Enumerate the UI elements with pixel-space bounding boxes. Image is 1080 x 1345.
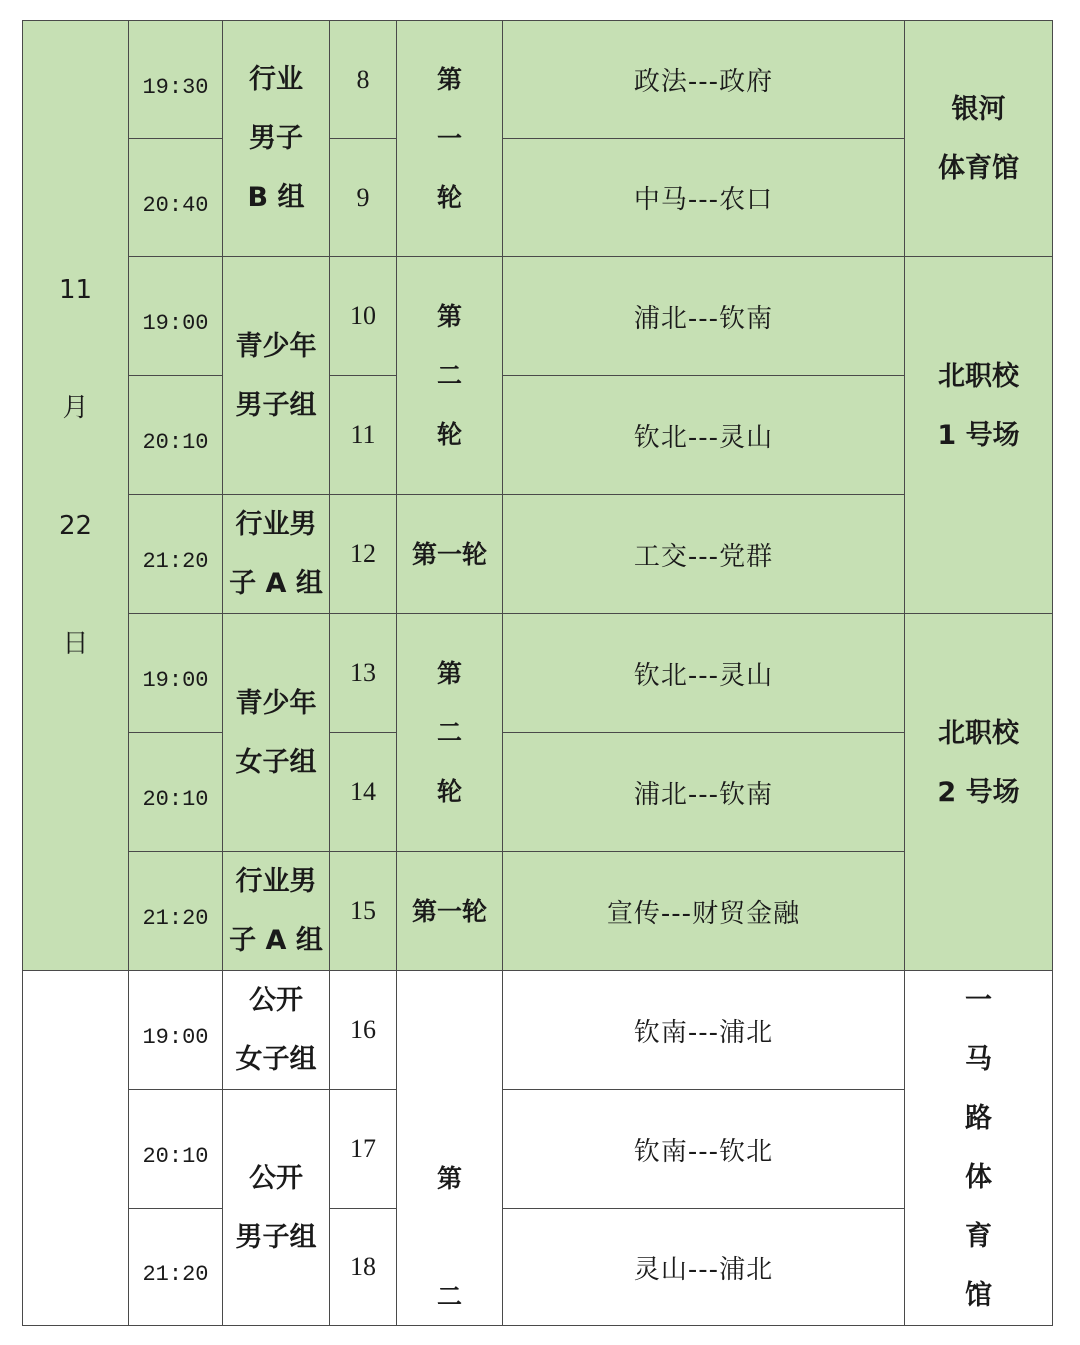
venue-line: 北职校 xyxy=(938,717,1019,749)
time-text: 21:20 xyxy=(142,906,209,931)
group-cell xyxy=(223,257,330,495)
venue-line: 馆 xyxy=(965,1280,992,1311)
group-line: 男子组 xyxy=(235,389,317,421)
match-number: 8 xyxy=(330,21,397,139)
match-teams: 钦南---浦北 xyxy=(503,971,905,1090)
match-number: 10 xyxy=(330,257,397,376)
venue-line: 马 xyxy=(965,1044,992,1075)
group-line: 子 A 组 xyxy=(229,568,323,599)
time-text: 21:20 xyxy=(142,549,209,574)
group-line: 女子组 xyxy=(235,746,317,778)
schedule-table xyxy=(22,20,1053,1326)
schedule-row xyxy=(23,733,1053,852)
time-text: 19:00 xyxy=(142,668,209,693)
time-text: 19:00 xyxy=(142,311,209,336)
group-line: 女子组 xyxy=(235,1044,317,1075)
group-line: 行业 xyxy=(249,64,303,95)
time-cell xyxy=(129,495,223,614)
time-cell xyxy=(129,971,223,1090)
venue-line: 1 号场 xyxy=(937,419,1020,451)
group-cell xyxy=(223,971,330,1090)
venue-line: 体育馆 xyxy=(938,152,1019,184)
time-text: 20:10 xyxy=(142,787,209,812)
time-cell xyxy=(129,1209,223,1326)
time-cell xyxy=(129,733,223,852)
time-cell xyxy=(129,21,223,139)
time-cell xyxy=(129,376,223,495)
time-cell xyxy=(129,852,223,971)
venue-line: 北职校 xyxy=(938,360,1019,392)
time-text: 20:10 xyxy=(142,1144,209,1169)
date-line: 月 xyxy=(62,392,89,423)
match-number: 17 xyxy=(330,1090,397,1209)
round-line: 一 xyxy=(436,124,462,153)
group-line: 青少年 xyxy=(235,330,317,362)
round-cell xyxy=(397,852,503,971)
round-line: 轮 xyxy=(436,420,462,449)
time-text: 19:00 xyxy=(142,1025,209,1050)
match-teams: 浦北---钦南 xyxy=(503,733,905,852)
schedule-row xyxy=(23,1090,1053,1209)
group-line: 行业男 xyxy=(235,509,317,540)
group-cell xyxy=(223,614,330,852)
group-line: 公开 xyxy=(249,1162,303,1194)
date-line: 11 xyxy=(58,274,93,305)
date-line: 日 xyxy=(62,628,89,659)
match-number: 16 xyxy=(330,971,397,1090)
round-cell xyxy=(397,614,503,852)
match-number: 12 xyxy=(330,495,397,614)
time-text: 20:40 xyxy=(142,192,209,218)
match-number: 9 xyxy=(330,139,397,257)
match-number: 14 xyxy=(330,733,397,852)
group-cell xyxy=(223,852,330,971)
round-cell xyxy=(397,257,503,495)
time-text: 20:10 xyxy=(142,430,209,455)
date-cell xyxy=(23,21,129,971)
match-number: 15 xyxy=(330,852,397,971)
round-line: 第 xyxy=(436,65,462,94)
group-line: B 组 xyxy=(247,182,305,213)
schedule-row xyxy=(23,971,1053,1090)
match-teams: 宣传---财贸金融 xyxy=(503,852,905,971)
venue-line: 一 xyxy=(965,985,992,1016)
schedule-row xyxy=(23,614,1053,733)
match-number: 11 xyxy=(330,376,397,495)
match-number: 18 xyxy=(330,1209,397,1326)
venue-line: 育 xyxy=(965,1221,992,1252)
time-cell xyxy=(129,139,223,257)
schedule-row xyxy=(23,257,1053,376)
round-line: 第 xyxy=(436,1164,462,1193)
match-teams: 政法---政府 xyxy=(503,21,905,139)
round-line: 第一轮 xyxy=(411,539,487,569)
schedule-row xyxy=(23,376,1053,495)
time-cell xyxy=(129,614,223,733)
round-line: 二 xyxy=(436,361,462,390)
match-teams: 钦南---钦北 xyxy=(503,1090,905,1209)
match-teams: 钦北---灵山 xyxy=(503,614,905,733)
group-line: 公开 xyxy=(249,985,303,1016)
round-line: 二 xyxy=(436,718,462,747)
schedule-row xyxy=(23,1209,1053,1326)
match-number: 13 xyxy=(330,614,397,733)
schedule-row xyxy=(23,495,1053,614)
round-cell xyxy=(397,495,503,614)
group-cell xyxy=(223,1090,330,1326)
time-text: 21:20 xyxy=(142,1262,209,1287)
group-cell xyxy=(223,21,330,257)
round-line: 第 xyxy=(436,659,462,688)
time-text: 19:30 xyxy=(142,74,209,100)
schedule-row xyxy=(23,21,1053,139)
round-cell xyxy=(397,971,503,1326)
round-line: 轮 xyxy=(436,183,462,212)
venue-cell xyxy=(905,257,1053,614)
round-line: 二 xyxy=(436,1282,462,1311)
venue-cell xyxy=(905,614,1053,971)
group-cell xyxy=(223,495,330,614)
date-cell-empty xyxy=(23,971,129,1326)
round-line: 轮 xyxy=(436,777,462,806)
round-line: 第 xyxy=(436,302,462,331)
date-line: 22 xyxy=(58,510,93,541)
group-line: 男子组 xyxy=(235,1221,317,1253)
venue-line: 银河 xyxy=(951,93,1006,125)
venue-line: 体 xyxy=(965,1162,992,1193)
group-line: 青少年 xyxy=(235,687,317,719)
venue-cell xyxy=(905,21,1053,257)
time-cell xyxy=(129,257,223,376)
match-teams: 灵山---浦北 xyxy=(503,1209,905,1326)
schedule-row xyxy=(23,139,1053,257)
schedule-row xyxy=(23,852,1053,971)
group-line: 男子 xyxy=(249,123,303,154)
round-line: 第一轮 xyxy=(411,896,487,926)
venue-cell xyxy=(905,971,1053,1326)
round-cell xyxy=(397,21,503,257)
group-line: 子 A 组 xyxy=(229,925,323,956)
group-line: 行业男 xyxy=(235,866,317,897)
time-cell xyxy=(129,1090,223,1209)
match-teams: 工交---党群 xyxy=(503,495,905,614)
match-teams: 钦北---灵山 xyxy=(503,376,905,495)
match-teams: 中马---农口 xyxy=(503,139,905,257)
match-teams: 浦北---钦南 xyxy=(503,257,905,376)
venue-line: 路 xyxy=(965,1103,992,1134)
venue-line: 2 号场 xyxy=(937,776,1020,808)
